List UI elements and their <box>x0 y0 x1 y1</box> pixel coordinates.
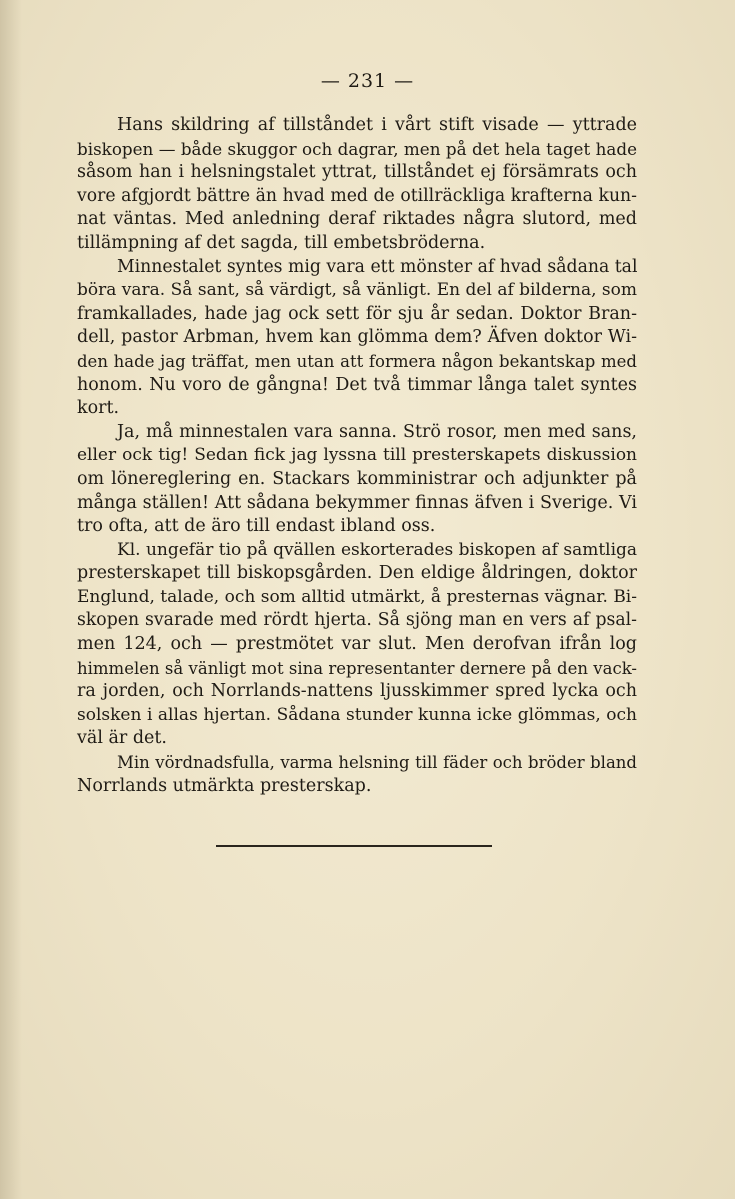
text-line: tillämpning af det sagda, till embetsbröderna. <box>77 232 486 253</box>
text-line: tro ofta, att de äro till endast ibland oss. <box>77 516 436 537</box>
end-rule <box>216 845 492 847</box>
text-line: eller ock tig! Sedan fick jag lyssna till presterskapets diskussion <box>77 445 637 466</box>
text-line: honom. Nu voro de gångna! Det två timmar långa talet syntes <box>77 374 637 395</box>
text-line: Kl. ungefär tio på qvällen eskorterades biskopen af samtliga <box>117 539 638 560</box>
text-line: ra jorden, och Norrlands-nattens ljusskimmer spred lycka och <box>77 681 637 702</box>
text-line: solsken i allas hjertan. Sådana stunder kunna icke glömmas, och <box>77 704 637 725</box>
text-line: framkallades, hade jag ock sett för sju år sedan. Doktor Bran- <box>77 303 637 324</box>
text-line: Min vördnadsfulla, varma helsning till fäder och bröder bland <box>117 753 637 773</box>
page-gutter-shadow <box>0 0 22 1199</box>
text-line: om lönereglering en. Stackars komministrar och adjunkter på <box>77 468 637 489</box>
text-line: såsom han i helsningstalet yttrat, tillståndet ej försämrats och <box>77 162 637 183</box>
text-line: Englund, talade, och som alltid utmärkt, å presternas vägnar. Bi- <box>77 586 637 607</box>
text-line: vore afgjordt bättre än hvad med de otillräckliga krafterna kun- <box>77 185 637 206</box>
text-line: Hans skildring af tillståndet i vårt stift visade — yttrade <box>117 115 637 135</box>
text-line: nat väntas. Med anledning deraf riktades några slutord, med <box>77 209 637 230</box>
text-line: biskopen — både skuggor och dagrar, men på det hela taget hade <box>77 138 637 159</box>
text-line: skopen svarade med rördt hjerta. Så sjöng man en vers af psal- <box>77 610 637 631</box>
text-line: många ställen! Att sådana bekymmer finnas äfven i Sverige. Vi <box>77 492 637 513</box>
text-line: presterskapet till biskopsgården. Den eldige åldringen, doktor <box>77 563 637 584</box>
text-line: men 124, och — prestmötet var slut. Men derofvan ifrån log <box>77 634 637 655</box>
text-line: kort. <box>77 398 120 419</box>
text-line: dell, pastor Arbman, hvem kan glömma dem? Äfven doktor Wi- <box>77 327 637 348</box>
body-text <box>77 114 637 798</box>
text-line: Ja, må minnestalen vara sanna. Strö rosor, men med sans, <box>117 421 637 442</box>
text-line: Minnestalet syntes mig vara ett mönster af hvad sådana tal <box>117 256 638 277</box>
text-line: väl är det. <box>77 728 167 749</box>
text-line: Norrlands utmärkta presterskap. <box>77 775 372 796</box>
text-line: den hade jag träffat, men utan att formera någon bekantskap med <box>77 351 637 371</box>
page-number: — 231 — <box>320 70 415 92</box>
text-line: böra vara. Så sant, så värdigt, så vänligt. En del af bilderna, som <box>77 280 637 301</box>
text-line: himmelen så vänligt mot sina representanter dernere på den vack- <box>77 658 637 678</box>
